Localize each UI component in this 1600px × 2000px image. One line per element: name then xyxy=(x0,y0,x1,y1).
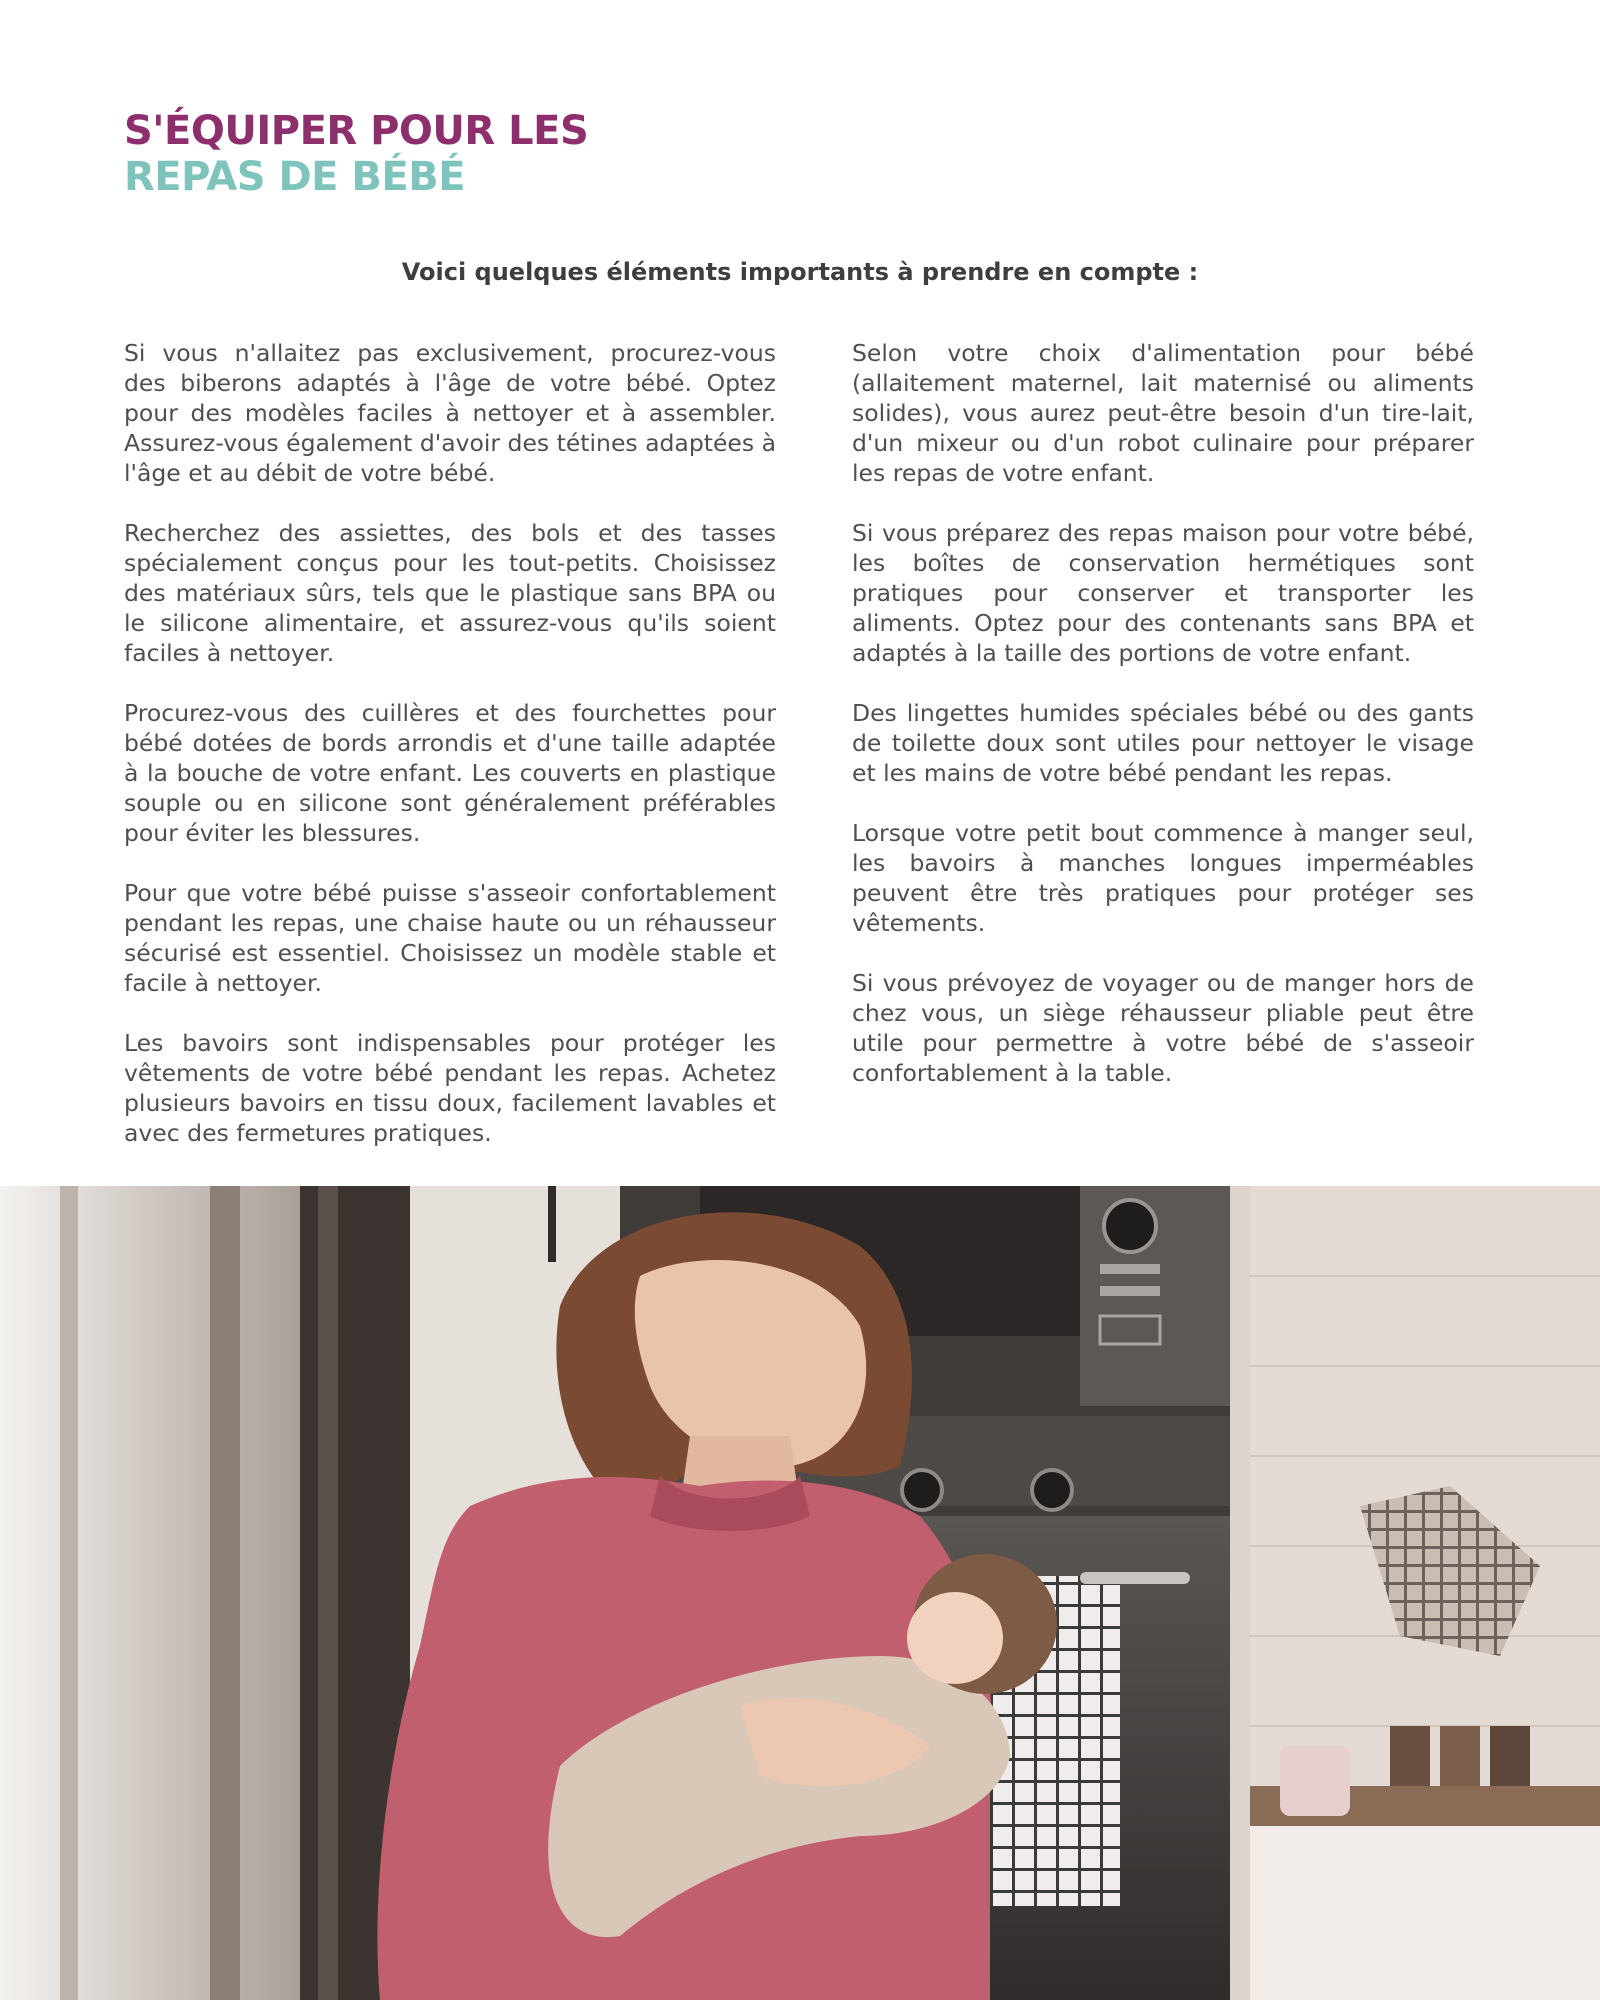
paragraph: Si vous n'allaitez pas exclusivement, procurez-vous des biberons adaptés à l'âge de votre bébé. Optez pour des modèles faciles à nettoyer et à assembler. Assurez-vous également d'avoir des tétines adaptées à l'âge et au débit de votre bébé. xyxy=(124,339,776,487)
window xyxy=(0,1186,300,2000)
title-line-2: REPAS DE BÉBÉ xyxy=(124,154,466,200)
paragraph: Les bavoirs sont indispensables pour protéger les vêtements de votre bébé pendant les repas. Achetez plusieurs bavoirs en tissu doux, facilement lavables et avec des fermetures pratiques. xyxy=(124,1029,776,1147)
paragraph: Si vous préparez des repas maison pour votre bébé, les boîtes de conservation hermétiques sont pratiques pour conserver et transporter les aliments. Optez pour des contenants sans BPA et adaptés à la taille des portions de votre enfant. xyxy=(852,519,1474,667)
paragraph: Lorsque votre petit bout commence à manger seul, les bavoirs à manches longues imperméables peuvent être très pratiques pour protéger ses vêtements. xyxy=(852,819,1474,937)
paragraph: Pour que votre bébé puisse s'asseoir confortablement pendant les repas, une chaise haute ou un réhausseur sécurisé est essentiel. Choisissez un modèle stable et facile à nettoyer. xyxy=(124,879,776,997)
page-title xyxy=(124,108,588,200)
paragraph: Des lingettes humides spéciales bébé ou des gants de toilette doux sont utiles pour nettoyer le visage et les mains de votre bébé pendant les repas. xyxy=(852,699,1474,787)
paragraph: Procurez-vous des cuillères et des fourchettes pour bébé dotées de bords arrondis et d'une taille adaptée à la bouche de votre enfant. Les couverts en plastique souple ou en silicone sont généralement préférables pour éviter les blessures. xyxy=(124,699,776,847)
right-column xyxy=(852,338,1474,1118)
paragraph: Si vous prévoyez de voyager ou de manger hors de chez vous, un siège réhausseur pliable peut être utile pour permettre à votre bébé de s'asseoir confortablement à la table. xyxy=(852,969,1474,1087)
mug xyxy=(1280,1746,1350,1816)
paragraph: Selon votre choix d'alimentation pour bébé (allaitement maternel, lait maternisé ou aliments solides), vous aurez peut-être besoin d'un tire-lait, d'un mixeur ou d'un robot culinaire pour préparer les repas de votre enfant. xyxy=(852,339,1474,487)
left-column xyxy=(124,338,776,1178)
intro-heading: Voici quelques éléments importants à prendre en compte : xyxy=(401,258,1199,286)
title-line-1: S'ÉQUIPER POUR LES xyxy=(124,108,589,154)
paragraph: Recherchez des assiettes, des bols et des tasses spécialement conçus pour les tout-petits. Choisissez des matériaux sûrs, tels que le plastique sans BPA ou le silicone alimentaire, et assurez-vous qu'ils soient faciles à nettoyer. xyxy=(124,519,776,667)
kitchen-photo xyxy=(0,1186,1600,2000)
